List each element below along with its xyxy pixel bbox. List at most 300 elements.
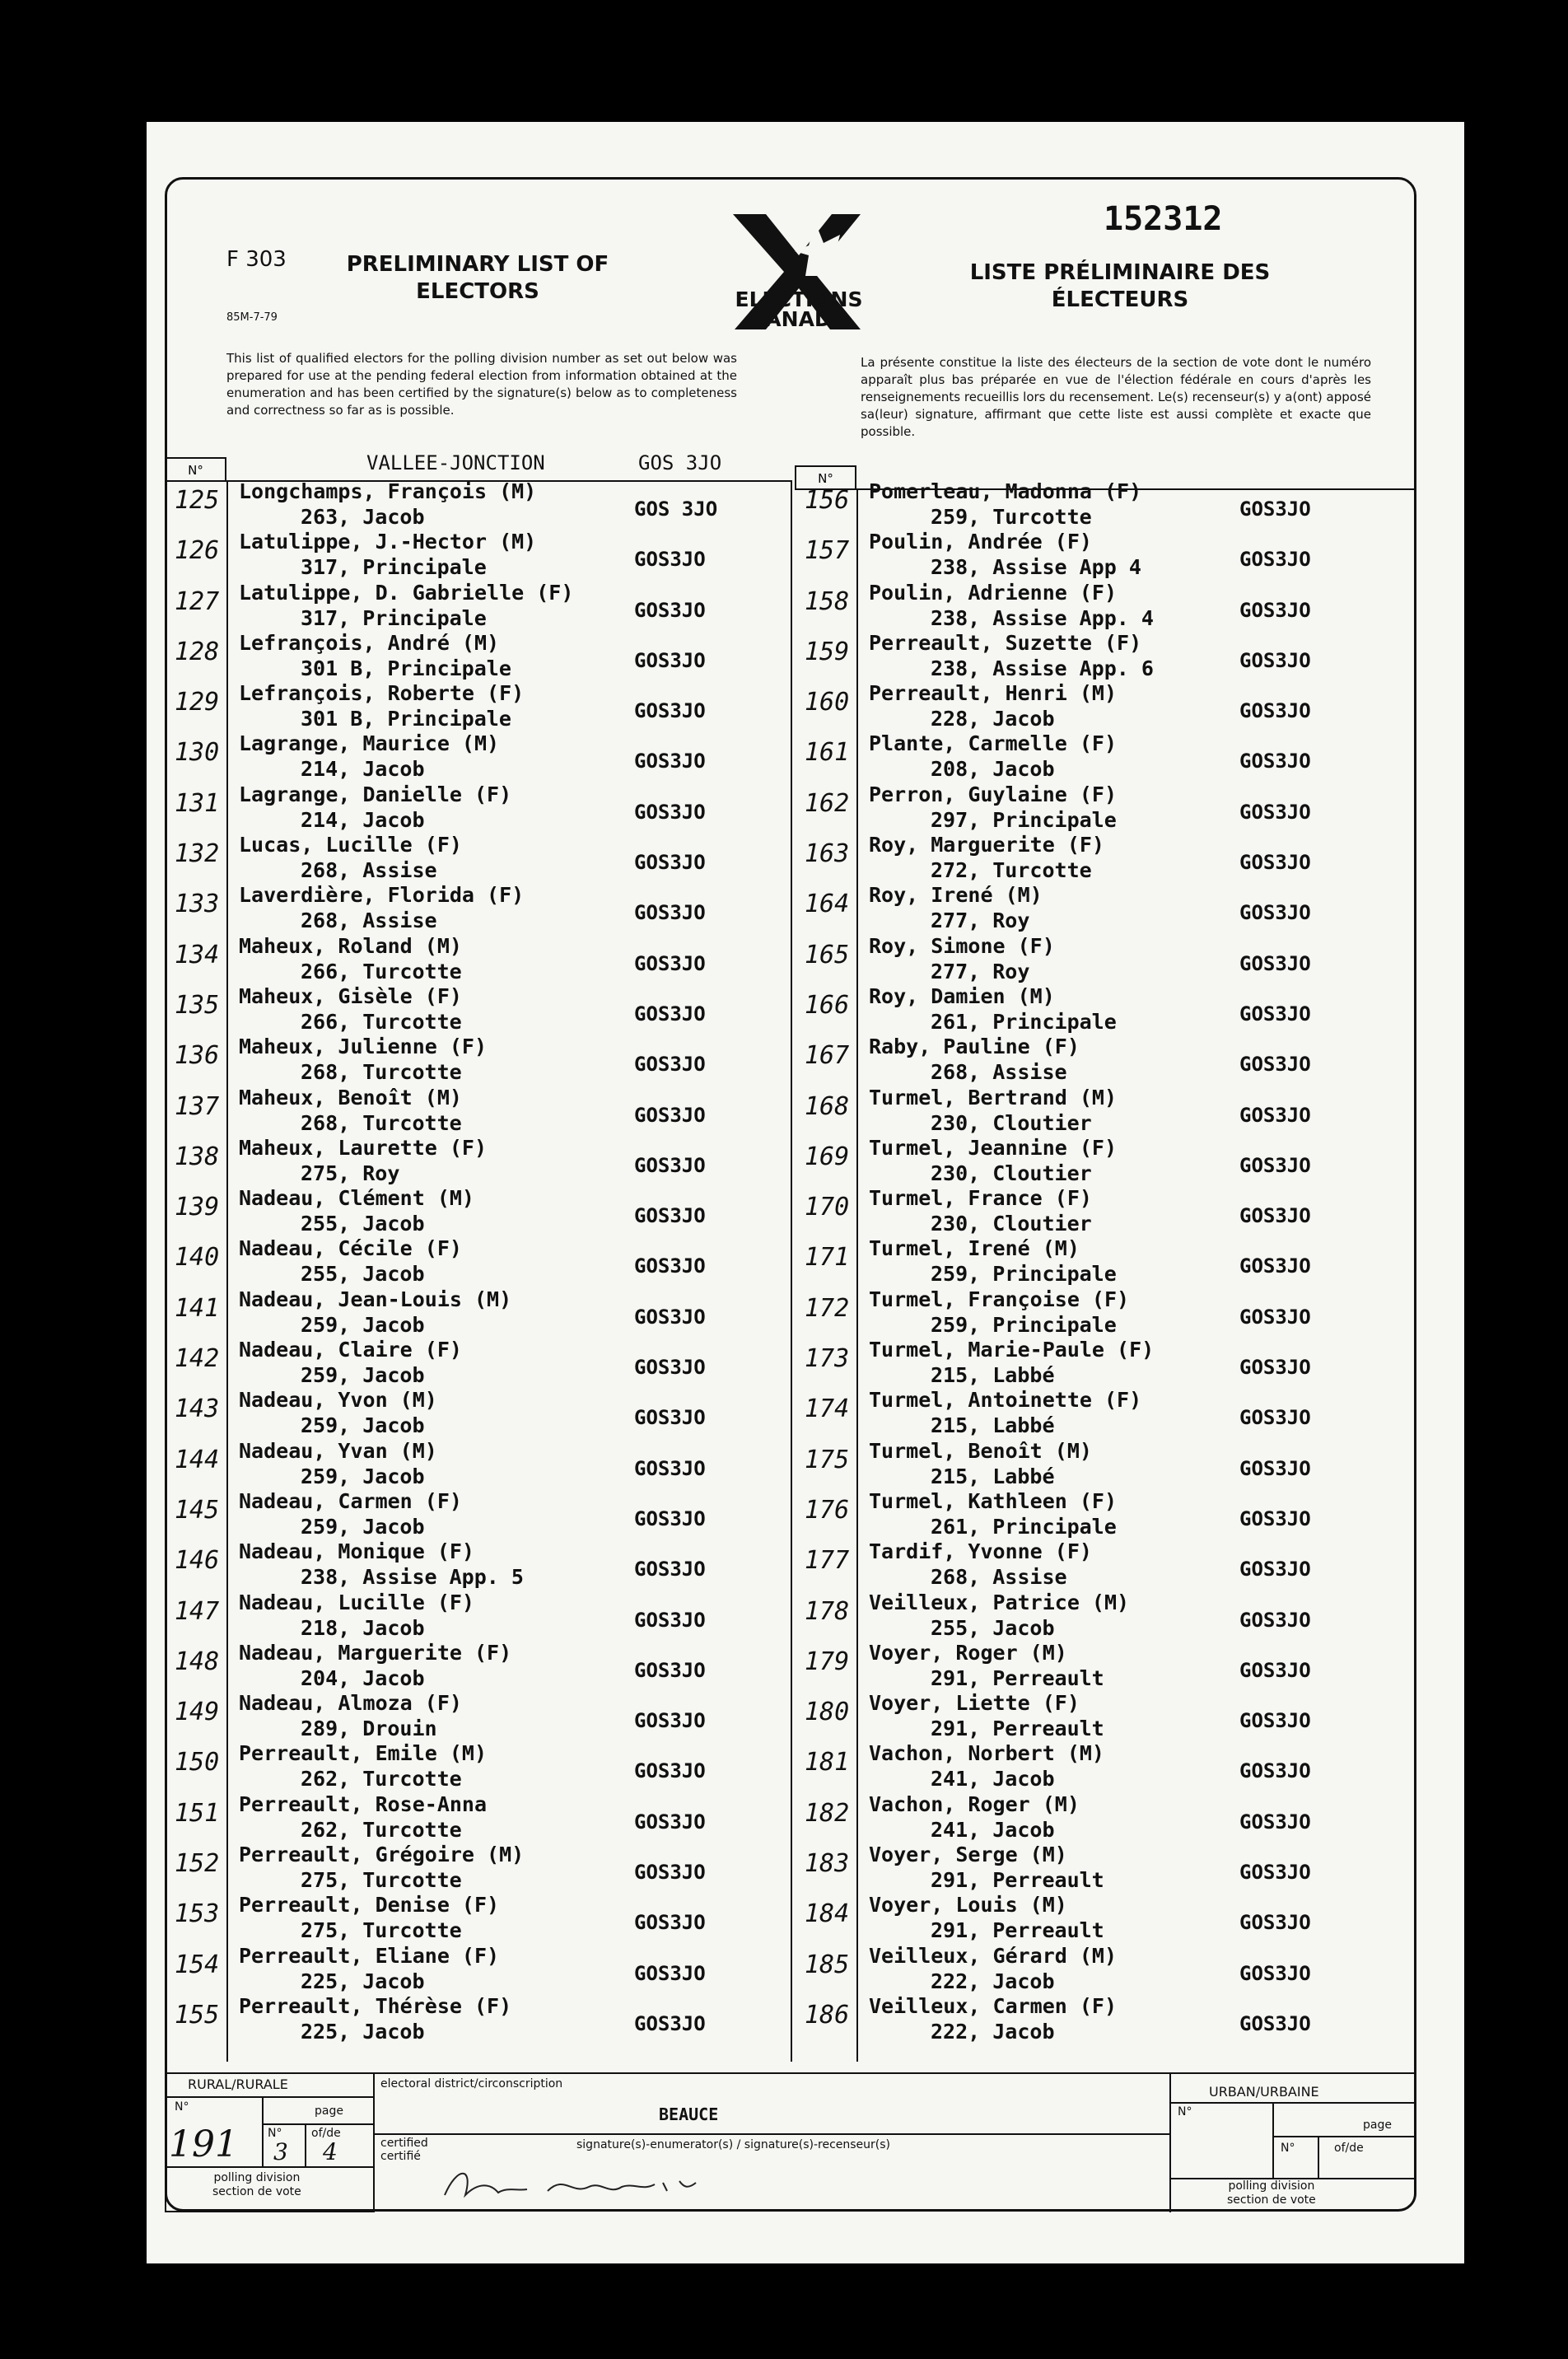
elector-name: Nadeau, Yvan (M) xyxy=(239,1438,437,1463)
elector-name: Voyer, Louis (M) xyxy=(869,1893,1067,1918)
elector-address: 208, Jacob xyxy=(931,757,1055,782)
elector-name: Lagrange, Maurice (M) xyxy=(239,731,500,756)
elector-name: Maheux, Laurette (F) xyxy=(239,1135,488,1160)
elector-address: 291, Perreault xyxy=(931,1665,1104,1690)
elector-postal-code: GOS3JO xyxy=(634,750,706,773)
elector-name: Turmel, Benoît (M) xyxy=(869,1438,1092,1463)
elector-entry xyxy=(795,631,1421,681)
elector-postal-code: GOS3JO xyxy=(1239,1002,1311,1025)
elector-name: Nadeau, Claire (F) xyxy=(239,1338,462,1362)
elector-postal-code: GOS3JO xyxy=(634,1658,706,1682)
elector-postal-code: GOS3JO xyxy=(1239,1204,1311,1228)
elector-postal-code: GOS3JO xyxy=(634,1002,706,1025)
elector-number: 167 xyxy=(805,1041,850,1071)
polling-division-label-fr: section de vote xyxy=(212,2185,301,2198)
elector-entry xyxy=(165,631,791,681)
elector-address: 268, Assise xyxy=(931,1565,1067,1590)
print-code: 85M-7-79 xyxy=(226,311,278,324)
elector-entry xyxy=(165,1338,791,1388)
elector-postal-code: GOS3JO xyxy=(1239,951,1311,975)
elector-address: 215, Labbé xyxy=(931,1464,1055,1488)
elector-name: Perreault, Rose-Anna xyxy=(239,1791,488,1816)
elector-postal-code: GOS3JO xyxy=(634,1254,706,1278)
elector-postal-code: GOS3JO xyxy=(1239,1053,1311,1077)
elector-postal-code: GOS3JO xyxy=(1239,699,1311,723)
elector-address: 222, Jacob xyxy=(931,2019,1055,2044)
elector-name: Latulippe, J.-Hector (M) xyxy=(239,530,537,554)
elector-entry xyxy=(165,1136,791,1186)
elector-name: Lagrange, Danielle (F) xyxy=(239,782,512,806)
elector-name: Nadeau, Cécile (F) xyxy=(239,1236,462,1261)
elector-entry xyxy=(165,1035,791,1085)
elector-address: 291, Perreault xyxy=(931,1918,1104,1943)
elector-address: 268, Turcotte xyxy=(301,1060,462,1085)
elector-entry xyxy=(795,530,1421,580)
elector-entry xyxy=(165,1489,791,1539)
elector-address: 262, Turcotte xyxy=(301,1767,462,1791)
elector-entry xyxy=(795,1035,1421,1085)
elector-entry xyxy=(165,581,791,631)
elector-entry xyxy=(795,731,1421,782)
elector-entry xyxy=(165,984,791,1035)
elector-entry xyxy=(795,1086,1421,1136)
elector-entry xyxy=(165,479,791,530)
elector-number: 145 xyxy=(175,1495,220,1525)
form-number: F 303 xyxy=(226,247,287,272)
elector-entry xyxy=(165,1287,791,1338)
left-elector-list xyxy=(165,479,791,2044)
elector-name: Latulippe, D. Gabrielle (F) xyxy=(239,580,574,605)
elector-postal-code: GOS3JO xyxy=(634,1558,706,1581)
elector-number: 139 xyxy=(175,1193,220,1222)
elector-number: 158 xyxy=(805,586,850,616)
elector-name: Roy, Irené (M) xyxy=(869,883,1043,908)
elector-number: 142 xyxy=(175,1344,220,1374)
elector-number: 166 xyxy=(805,990,850,1020)
elector-name: Nadeau, Yvon (M) xyxy=(239,1388,437,1413)
elector-name: Voyer, Serge (M) xyxy=(869,1843,1067,1867)
rural-page-rule xyxy=(262,2123,375,2125)
elector-entry xyxy=(795,1641,1421,1691)
elector-postal-code: GOS3JO xyxy=(634,1204,706,1228)
elector-entry xyxy=(165,1691,791,1741)
elector-postal-code: GOS3JO xyxy=(1239,1153,1311,1177)
elector-entry xyxy=(165,1893,791,1943)
elector-number: 170 xyxy=(805,1193,850,1222)
elector-number: 132 xyxy=(175,839,220,869)
elector-number: 159 xyxy=(805,637,850,666)
elector-address: 255, Jacob xyxy=(931,1615,1055,1640)
elector-number: 149 xyxy=(175,1698,220,1727)
elector-address: 268, Assise xyxy=(931,1060,1067,1085)
elector-name: Lefrançois, Roberte (F) xyxy=(239,681,525,706)
urban-page-divider xyxy=(1318,2136,1319,2178)
elector-address: 272, Turcotte xyxy=(931,858,1092,883)
elector-number: 176 xyxy=(805,1495,850,1525)
elector-name: Maheux, Benoît (M) xyxy=(239,1085,462,1109)
elector-entry xyxy=(165,934,791,984)
elector-number: 163 xyxy=(805,839,850,869)
elector-name: Turmel, Irené (M) xyxy=(869,1236,1080,1261)
elector-entry xyxy=(795,1489,1421,1539)
elector-address: 261, Principale xyxy=(931,1009,1117,1034)
elector-postal-code: GOS3JO xyxy=(634,1759,706,1783)
elector-address: 214, Jacob xyxy=(301,807,425,832)
municipality: VALLEE-JONCTION xyxy=(366,451,545,474)
elector-number: 126 xyxy=(175,536,220,566)
elector-name: Nadeau, Monique (F) xyxy=(239,1539,474,1564)
elector-address: 291, Perreault xyxy=(931,1868,1104,1893)
elector-name: Tardif, Yvonne (F) xyxy=(869,1539,1092,1564)
elector-postal-code: GOS3JO xyxy=(634,598,706,622)
elector-entry xyxy=(795,1338,1421,1388)
elector-address: 301 B, Principale xyxy=(301,656,511,680)
enumerator-signature xyxy=(441,2158,712,2207)
elector-number: 184 xyxy=(805,1899,850,1929)
elector-postal-code: GOS3JO xyxy=(634,1608,706,1632)
elector-entry xyxy=(165,1388,791,1438)
elector-number: 144 xyxy=(175,1445,220,1474)
elector-name: Perreault, Grégoire (M) xyxy=(239,1843,525,1867)
rural-of-label: of/de xyxy=(311,2127,341,2140)
district-value: BEAUCE xyxy=(659,2104,719,2124)
elector-entry xyxy=(795,581,1421,631)
elector-address: 291, Perreault xyxy=(931,1717,1104,1741)
elector-entry xyxy=(795,1893,1421,1943)
elector-number: 164 xyxy=(805,890,850,919)
elector-address: 277, Roy xyxy=(931,959,1030,983)
elector-entry xyxy=(795,1741,1421,1791)
elector-entry xyxy=(795,681,1421,731)
elector-address: 259, Jacob xyxy=(301,1464,425,1488)
elector-address: 225, Jacob xyxy=(301,2019,425,2044)
elector-number: 162 xyxy=(805,788,850,818)
elector-postal-code: GOS3JO xyxy=(1239,1406,1311,1430)
right-elector-list xyxy=(795,479,1421,2044)
elector-address: 259, Jacob xyxy=(301,1363,425,1388)
elector-number: 150 xyxy=(175,1748,220,1777)
elector-address: 289, Drouin xyxy=(301,1717,437,1741)
elector-number: 156 xyxy=(805,486,850,515)
certified-label-fr: certifié xyxy=(380,2150,421,2163)
elector-number: 138 xyxy=(175,1142,220,1171)
elector-address: 317, Principale xyxy=(301,605,487,630)
elector-entry xyxy=(165,782,791,833)
elector-address: 259, Jacob xyxy=(301,1413,425,1438)
elector-number: 169 xyxy=(805,1142,850,1171)
elector-postal-code: GOS3JO xyxy=(634,1356,706,1380)
elector-postal-code: GOS3JO xyxy=(1239,648,1311,672)
elector-postal-code: GOS3JO xyxy=(1239,1810,1311,1833)
certified-label xyxy=(380,2137,428,2163)
elector-number: 175 xyxy=(805,1445,850,1474)
elector-postal-code: GOS3JO xyxy=(634,1053,706,1077)
elector-number: 152 xyxy=(175,1849,220,1879)
elector-address: 275, Roy xyxy=(301,1161,400,1185)
elector-address: 230, Cloutier xyxy=(931,1161,1092,1185)
elector-postal-code: GOS3JO xyxy=(634,1861,706,1885)
elector-postal-code: GOS3JO xyxy=(1239,2011,1311,2035)
elector-name: Nadeau, Jean-Louis (M) xyxy=(239,1287,512,1311)
elector-postal-code: GOS3JO xyxy=(634,1406,706,1430)
elector-number: 141 xyxy=(175,1293,220,1323)
elector-number: 174 xyxy=(805,1394,850,1424)
elector-postal-code: GOS3JO xyxy=(1239,1506,1311,1530)
elector-address: 241, Jacob xyxy=(931,1767,1055,1791)
elector-number: 155 xyxy=(175,2000,220,2030)
elector-name: Plante, Carmelle (F) xyxy=(869,731,1118,756)
serial-number: 152312 xyxy=(1104,200,1223,238)
elector-entry xyxy=(795,1287,1421,1338)
elector-name: Nadeau, Clément (M) xyxy=(239,1186,474,1211)
elector-address: 268, Assise xyxy=(301,909,437,933)
elector-address: 218, Jacob xyxy=(301,1615,425,1640)
elector-number: 153 xyxy=(175,1899,220,1929)
district-bottom-rule xyxy=(375,2133,1169,2135)
elector-name: Laverdière, Florida (F) xyxy=(239,883,525,908)
urban-divider xyxy=(1272,2102,1274,2178)
elector-name: Roy, Simone (F) xyxy=(869,933,1055,958)
elector-address: 225, Jacob xyxy=(301,1969,425,1993)
elector-number: 151 xyxy=(175,1798,220,1828)
elector-postal-code: GOS3JO xyxy=(1239,1911,1311,1935)
elector-address: 317, Principale xyxy=(301,555,487,580)
rural-page-divider xyxy=(305,2123,306,2166)
elector-entry xyxy=(165,883,791,933)
elector-name: Maheux, Roland (M) xyxy=(239,933,462,958)
elector-number: 148 xyxy=(175,1647,220,1676)
elector-postal-code: GOS3JO xyxy=(1239,750,1311,773)
elector-name: Vachon, Norbert (M) xyxy=(869,1741,1104,1766)
elector-address: 238, Assise App. 5 xyxy=(301,1565,524,1590)
postal-code-header: GOS 3JO xyxy=(638,451,722,474)
elector-name: Lucas, Lucille (F) xyxy=(239,833,462,857)
elector-number: 146 xyxy=(175,1546,220,1576)
urban-polling-division-label-en: polling division xyxy=(1228,2179,1315,2193)
elector-name: Veilleux, Carmen (F) xyxy=(869,1993,1118,2018)
elector-postal-code: GOS3JO xyxy=(634,901,706,925)
elector-entry xyxy=(165,1944,791,1994)
elector-number: 180 xyxy=(805,1698,850,1727)
rural-header-rule xyxy=(165,2096,375,2098)
elector-entry xyxy=(165,731,791,782)
elector-number: 127 xyxy=(175,586,220,616)
elector-number: 183 xyxy=(805,1849,850,1879)
elector-address: 230, Cloutier xyxy=(931,1212,1092,1236)
elector-entry xyxy=(165,1792,791,1843)
rural-bottom-rule xyxy=(165,2166,375,2168)
elector-name: Maheux, Gisèle (F) xyxy=(239,983,462,1008)
polling-division-number: 191 xyxy=(169,2123,238,2165)
elector-address: 215, Labbé xyxy=(931,1363,1055,1388)
elector-name: Lefrançois, André (M) xyxy=(239,630,500,655)
elector-postal-code: GOS3JO xyxy=(634,699,706,723)
elector-entry xyxy=(165,1186,791,1236)
elector-postal-code: GOS3JO xyxy=(1239,1356,1311,1380)
elector-entry xyxy=(795,1792,1421,1843)
elector-name: Longchamps, François (M) xyxy=(239,479,537,503)
elector-postal-code: GOS3JO xyxy=(1239,800,1311,824)
elector-number: 129 xyxy=(175,688,220,717)
elector-name: Poulin, Andrée (F) xyxy=(869,530,1092,554)
elector-address: 222, Jacob xyxy=(931,1969,1055,1993)
elector-name: Perreault, Thérèse (F) xyxy=(239,1993,512,2018)
elector-postal-code: GOS3JO xyxy=(634,1961,706,1985)
left-number-column-header: N° xyxy=(165,457,226,482)
elector-entry xyxy=(795,1186,1421,1236)
elector-number: 161 xyxy=(805,738,850,768)
elector-postal-code: GOS3JO xyxy=(634,851,706,875)
center-column-rule xyxy=(791,480,792,2062)
elector-postal-code: GOS3JO xyxy=(634,951,706,975)
district-label: electoral district/circonscription xyxy=(380,2077,563,2090)
elector-address: 261, Principale xyxy=(931,1514,1117,1539)
page-number: 3 xyxy=(273,2138,288,2165)
elector-postal-code: GOS3JO xyxy=(634,800,706,824)
elector-number: 157 xyxy=(805,536,850,566)
elector-address: 238, Assise App. 4 xyxy=(931,605,1154,630)
elector-name: Turmel, Jeannine (F) xyxy=(869,1135,1118,1160)
elector-postal-code: GOS 3JO xyxy=(634,497,718,521)
urban-of-label: of/de xyxy=(1334,2142,1364,2155)
elector-entry xyxy=(795,1539,1421,1590)
elector-entry xyxy=(795,1591,1421,1641)
elector-name: Nadeau, Lucille (F) xyxy=(239,1590,474,1614)
urban-left-rule xyxy=(1169,2072,1171,2212)
elector-entry xyxy=(795,782,1421,833)
elector-number: 147 xyxy=(175,1596,220,1626)
elector-name: Turmel, Marie-Paule (F) xyxy=(869,1338,1155,1362)
elector-postal-code: GOS3JO xyxy=(634,1911,706,1935)
elector-postal-code: GOS3JO xyxy=(634,2011,706,2035)
elector-address: 259, Jacob xyxy=(301,1312,425,1337)
elector-postal-code: GOS3JO xyxy=(1239,901,1311,925)
elector-number: 128 xyxy=(175,637,220,666)
right-number-column-header: N° xyxy=(795,465,856,490)
elector-address: 259, Turcotte xyxy=(931,505,1092,529)
elector-number: 171 xyxy=(805,1243,850,1273)
elector-postal-code: GOS3JO xyxy=(634,1153,706,1177)
elector-number: 135 xyxy=(175,990,220,1020)
elector-entry xyxy=(165,1994,791,2044)
elector-postal-code: GOS3JO xyxy=(1239,1305,1311,1329)
elector-postal-code: GOS3JO xyxy=(634,648,706,672)
elector-postal-code: GOS3JO xyxy=(1239,1103,1311,1127)
elector-number: 160 xyxy=(805,688,850,717)
elector-address: 238, Assise App 4 xyxy=(931,555,1141,580)
elector-address: 259, Principale xyxy=(931,1262,1117,1287)
elector-postal-code: GOS3JO xyxy=(1239,497,1311,521)
elector-address: 297, Principale xyxy=(931,807,1117,832)
elector-entry xyxy=(795,1236,1421,1287)
elector-name: Veilleux, Gérard (M) xyxy=(869,1943,1118,1968)
elector-postal-code: GOS3JO xyxy=(1239,1254,1311,1278)
elector-entry xyxy=(165,1641,791,1691)
elector-postal-code: GOS3JO xyxy=(1239,1861,1311,1885)
elector-address: 268, Assise xyxy=(301,858,437,883)
elector-number: 177 xyxy=(805,1546,850,1576)
urban-header-rule xyxy=(1169,2102,1416,2104)
elector-address: 214, Jacob xyxy=(301,757,425,782)
elector-address: 255, Jacob xyxy=(301,1212,425,1236)
elector-address: 255, Jacob xyxy=(301,1262,425,1287)
elector-address: 241, Jacob xyxy=(931,1817,1055,1842)
elector-name: Nadeau, Carmen (F) xyxy=(239,1488,462,1513)
elector-number: 186 xyxy=(805,2000,850,2030)
elector-address: 268, Turcotte xyxy=(301,1110,462,1135)
elector-entry xyxy=(165,681,791,731)
elector-entry xyxy=(165,1741,791,1791)
elector-name: Vachon, Roger (M) xyxy=(869,1791,1080,1816)
elector-number: 168 xyxy=(805,1091,850,1121)
urban-page-no-label: N° xyxy=(1281,2142,1295,2155)
title-french: LISTE PRÉLIMINAIRE DES ÉLECTEURS xyxy=(969,260,1271,312)
logo-wordmark: ELECTIONS CANADA xyxy=(735,287,863,331)
elector-entry xyxy=(165,1539,791,1590)
urban-label: URBAN/URBAINE xyxy=(1209,2084,1319,2100)
elector-address: 275, Turcotte xyxy=(301,1868,462,1893)
elector-name: Roy, Damien (M) xyxy=(869,983,1055,1008)
intro-french: La présente constitue la liste des électeurs de la section de vote dont le numéro apparaît plus bas préparée en vue de l'élection fédérale en cours d'après les renseignements recueillis lors du recensement. Le(s) recenseur(s) y a(ont) apposé sa(leur) signature, affirmant que cette liste est aussi complète et exacte que possible. xyxy=(861,355,1371,439)
elector-name: Perreault, Henri (M) xyxy=(869,681,1118,706)
elector-entry xyxy=(795,1691,1421,1741)
elector-number: 133 xyxy=(175,890,220,919)
elector-number: 136 xyxy=(175,1041,220,1071)
elector-number: 178 xyxy=(805,1596,850,1626)
elector-name: Maheux, Julienne (F) xyxy=(239,1035,488,1059)
elector-postal-code: GOS3JO xyxy=(634,1506,706,1530)
elector-address: 266, Turcotte xyxy=(301,959,462,983)
elector-name: Turmel, Kathleen (F) xyxy=(869,1488,1118,1513)
elector-postal-code: GOS3JO xyxy=(1239,1558,1311,1581)
elector-number: 172 xyxy=(805,1293,850,1323)
elector-number: 185 xyxy=(805,1950,850,1979)
elector-postal-code: GOS3JO xyxy=(1239,1961,1311,1985)
elector-number: 137 xyxy=(175,1091,220,1121)
elector-name: Pomerleau, Madonna (F) xyxy=(869,479,1142,503)
elector-entry xyxy=(795,1944,1421,1994)
rural-label: RURAL/RURALE xyxy=(188,2076,288,2092)
elector-entry xyxy=(795,984,1421,1035)
signature-label: signature(s)-enumerator(s) / signature(s)-recenseur(s) xyxy=(576,2138,891,2151)
elector-name: Perreault, Suzette (F) xyxy=(869,630,1142,655)
elector-number: 131 xyxy=(175,788,220,818)
elector-name: Perreault, Eliane (F) xyxy=(239,1943,500,1968)
rural-page-no-label: N° xyxy=(268,2127,282,2140)
elector-name: Voyer, Roger (M) xyxy=(869,1640,1067,1665)
elector-entry xyxy=(165,1843,791,1893)
elector-number: 154 xyxy=(175,1950,220,1979)
elector-number: 134 xyxy=(175,940,220,969)
elector-address: 275, Turcotte xyxy=(301,1918,462,1943)
elector-postal-code: GOS3JO xyxy=(1239,1709,1311,1733)
elector-entry xyxy=(795,479,1421,530)
elector-entry xyxy=(795,934,1421,984)
elector-name: Turmel, Antoinette (F) xyxy=(869,1388,1142,1413)
elector-name: Turmel, France (F) xyxy=(869,1186,1092,1211)
elector-number: 130 xyxy=(175,738,220,768)
elector-address: 238, Assise App. 6 xyxy=(931,656,1154,680)
elector-postal-code: GOS3JO xyxy=(634,1456,706,1480)
title-english: PRELIMINARY LIST OF ELECTORS xyxy=(346,252,609,304)
elector-name: Turmel, Françoise (F) xyxy=(869,1287,1130,1311)
elector-name: Turmel, Bertrand (M) xyxy=(869,1085,1118,1109)
rural-divider xyxy=(262,2096,264,2166)
elector-address: 277, Roy xyxy=(931,909,1030,933)
elector-address: 204, Jacob xyxy=(301,1665,425,1690)
urban-polling-division-label-fr: section de vote xyxy=(1227,2193,1316,2207)
rural-no-label: N° xyxy=(175,2100,189,2114)
